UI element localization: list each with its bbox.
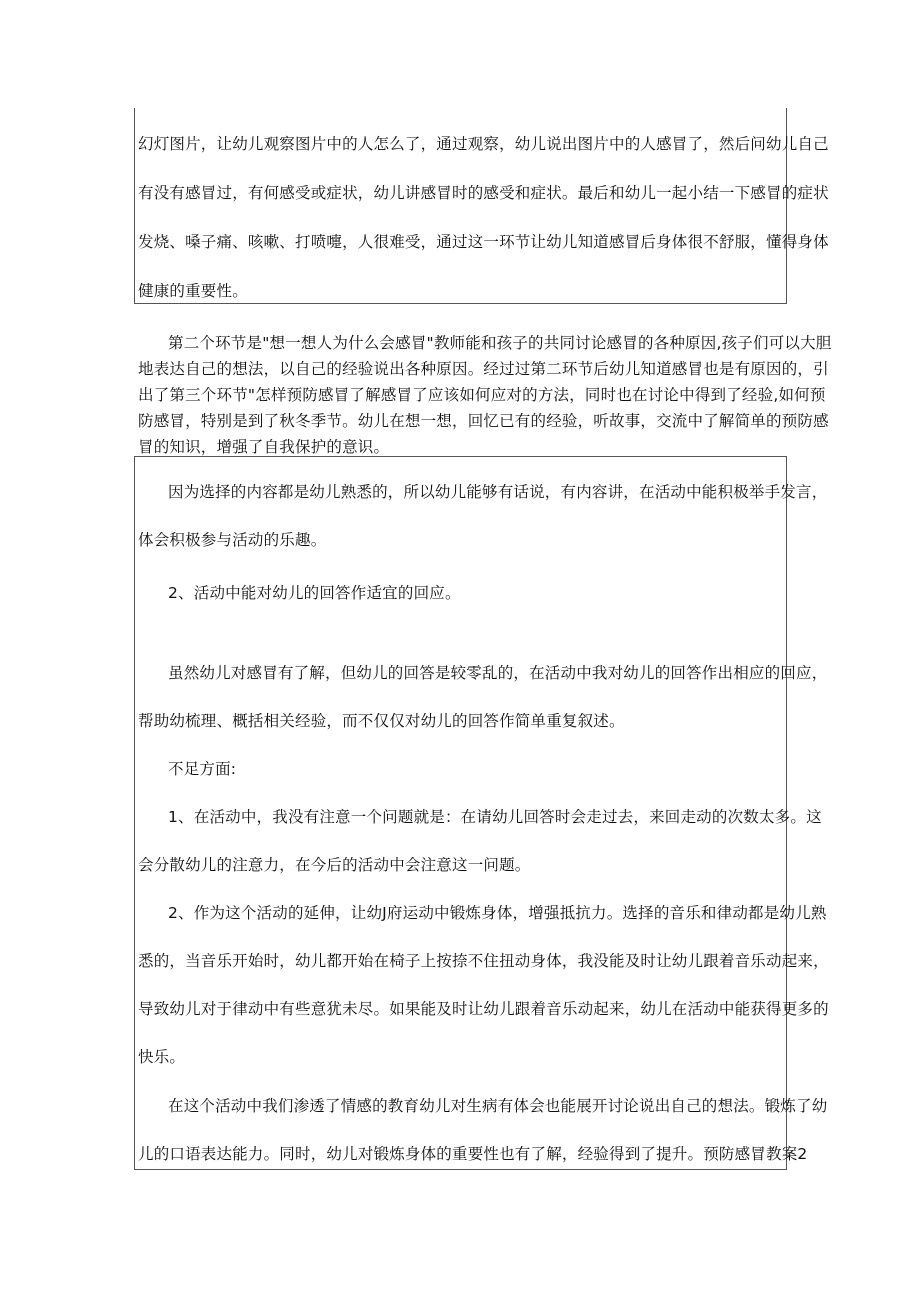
paragraph-line: 出了第三个环节"怎样预防感冒了解感冒了应该如何应对的方法，同时也在讨论中得到了经验,如何预 [138,386,826,404]
paragraph-line: 悉的，当音乐开始时，幼儿都开始在椅子上按捺不住扭动身体，我没能及时让幼儿跟着音乐动起来， [138,952,829,970]
paragraph-line: 因为选择的内容都是幼儿熟悉的，所以幼儿能够有话说，有内容讲，在活动中能积极举手发言， [168,483,828,501]
paragraph-line: 地表达自己的想法，以自己的经验说出各种原因。经过过第二环节后幼儿知道感冒也是有原因的，引 [138,360,829,378]
paragraph-line: 帮助幼梳理、概括相关经验，而不仅仅对幼儿的回答作简单重复叙述。 [138,712,625,730]
paragraph-line: 2、活动中能对幼儿的回答作适宜的回应。 [168,584,461,602]
paragraph-line: 虽然幼儿对感冒有了解，但幼儿的回答是较零乱的，在活动中我对幼儿的回答作出相应的回应， [168,664,828,682]
paragraph-line: 在这个活动中我们渗透了情感的教育幼儿对生病有体会也能展开讨论说出自己的想法。锻炼了幼 [168,1097,828,1115]
paragraph-line: 导致幼儿对于律动中有些意犹未尽。如果能及时让幼儿跟着音乐动起来，幼儿在活动中能获得更多的 [138,1000,829,1018]
paragraph-line: 会分散幼儿的注意力，在今后的活动中会注意这一问题。 [138,856,531,874]
paragraph-line: 健康的重要性。 [138,282,248,300]
paragraph-line: 2、作为这个活动的延伸，让幼J府运动中锻炼身体，增强抵抗力。选择的音乐和律动都是幼儿熟 [168,904,827,922]
paragraph-line: 冒的知识，增强了自我保护的意识。 [138,438,390,456]
paragraph-line: 有没有感冒过，有何感受或症状，幼儿讲感冒时的感受和症状。最后和幼儿一起小结一下感冒的症状 [138,184,829,202]
paragraph-line: 1、在活动中，我没有注意一个问题就是：在请幼儿回答时会走过去，来回走动的次数太多。这 [168,808,822,826]
paragraph-line: 快乐。 [138,1048,186,1066]
paragraph-line: 体会积极参与活动的乐趣。 [138,531,327,549]
paragraph-line: 发烧、嗓子痛、咳嗽、打喷嚏，人很难受，通过这一环节让幼儿知道感冒后身体很不舒服，懂得身体 [138,233,829,251]
section-heading: 不足方面: [168,760,237,778]
paragraph-line: 儿的口语表达能力。同时，幼儿对锻炼身体的重要性也有了解，经验得到了提升。预防感冒教案2 [138,1145,808,1163]
paragraph-line: 第二个环节是"想一想人为什么会感冒"教师能和孩子的共同讨论感冒的各种原因,孩子们可以大胆 [168,334,832,352]
paragraph-line: 防感冒，特别是到了秋冬季节。幼儿在想一想，回忆已有的经验，听故事，交流中了解简单的预防感 [138,412,829,430]
paragraph-line: 幻灯图片，让幼儿观察图片中的人怎么了，通过观察，幼儿说出图片中的人感冒了，然后问幼儿自己 [138,135,829,153]
